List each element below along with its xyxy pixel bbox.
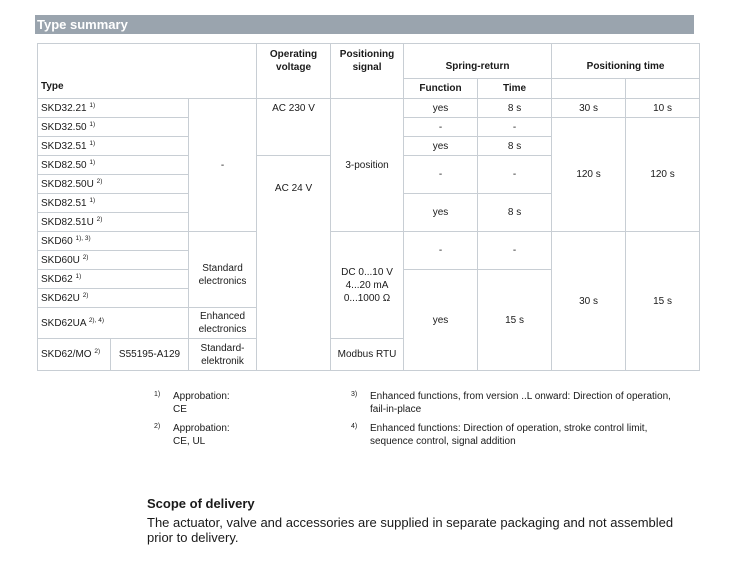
type-cell: SKD82.50U $^{2)}$ xyxy=(38,175,189,194)
header-function: Function xyxy=(404,79,478,99)
scope-text xyxy=(147,515,707,545)
function-cell: - xyxy=(404,156,478,194)
header-spring-return: Spring-return xyxy=(404,44,552,79)
type-cell: SKD82.51 $^{1)}$ xyxy=(38,194,189,213)
type-cell: SKD82.51U $^{2)}$ xyxy=(38,213,189,232)
standard-elektronik: Standard-elektronik xyxy=(189,339,257,371)
type-cell: SKD32.51 $^{1)}$ xyxy=(38,137,189,156)
type-cell: SKD60 $^{1), 3)}$ xyxy=(38,232,189,251)
type-cell: SKD62/MO $^{2)}$ xyxy=(38,339,111,371)
scope-line: The actuator, valve and accessories are supplied in separate packaging and not assembled xyxy=(147,515,674,530)
enhanced-electronics: Enhanced electronics xyxy=(189,308,257,339)
voltage-ac230: AC 230 V xyxy=(257,99,331,156)
time-cell: - xyxy=(478,156,552,194)
time-cell: 8 s xyxy=(478,194,552,232)
type-summary-table xyxy=(37,43,700,371)
positioning-time-cell: 120 s xyxy=(626,118,700,232)
signal-line: DC 0...10 V xyxy=(341,266,393,278)
positioning-time-cell: 120 s xyxy=(552,118,626,232)
function-cell: yes xyxy=(404,194,478,232)
standard-electronics: Standard electronics xyxy=(189,232,257,308)
type-cell: SKD32.50 $^{1)}$ xyxy=(38,118,189,137)
type-cell: SKD32.21 $^{1)}$ xyxy=(38,99,189,118)
positioning-time-cell: 30 s xyxy=(552,99,626,118)
type-cell: SKD82.50 $^{1)}$ xyxy=(38,156,189,175)
time-cell: 15 s xyxy=(478,270,552,371)
function-cell: - xyxy=(404,118,478,137)
header-positioning-time-b xyxy=(626,79,700,99)
header-positioning-signal: Positioning signal xyxy=(331,44,404,99)
function-cell: yes xyxy=(404,99,478,118)
type-cell: SKD62UA $^{2),}$ $^{4)}$ xyxy=(38,308,189,339)
time-cell: 8 s xyxy=(478,137,552,156)
section-title: Type summary xyxy=(35,15,694,34)
scope-title: Scope of delivery xyxy=(147,496,255,511)
function-cell: - xyxy=(404,232,478,270)
header-type: Type xyxy=(38,44,257,99)
function-cell: yes xyxy=(404,270,478,371)
type-cell: SKD62U $^{2)}$ xyxy=(38,289,189,308)
signal-line: 4...20 mA xyxy=(345,279,389,291)
header-time: Time xyxy=(478,79,552,99)
positioning-time-cell: 30 s xyxy=(552,232,626,371)
positioning-time-cell: 15 s xyxy=(626,232,700,371)
header-positioning-time-a xyxy=(552,79,626,99)
electronics-dash: - xyxy=(189,99,257,232)
header-operating-voltage: Operating voltage xyxy=(257,44,331,99)
header-positioning-time: Positioning time xyxy=(552,44,700,79)
signal-3-position: 3-position xyxy=(331,99,404,232)
signal-modbus: Modbus RTU xyxy=(331,339,404,371)
signal-analog xyxy=(331,232,404,339)
part-number: S55195-A129 xyxy=(111,339,189,371)
scope-line: prior to delivery. xyxy=(147,530,239,545)
signal-line: 0...1000 Ω xyxy=(343,292,391,304)
voltage-ac24: AC 24 V xyxy=(257,156,331,371)
function-cell: yes xyxy=(404,137,478,156)
type-cell: SKD60U $^{2)}$ xyxy=(38,251,189,270)
time-cell: - xyxy=(478,232,552,270)
positioning-time-cell: 10 s xyxy=(626,99,700,118)
time-cell: - xyxy=(478,118,552,137)
time-cell: 8 s xyxy=(478,99,552,118)
type-cell: SKD62 $^{1)}$ xyxy=(38,270,189,289)
